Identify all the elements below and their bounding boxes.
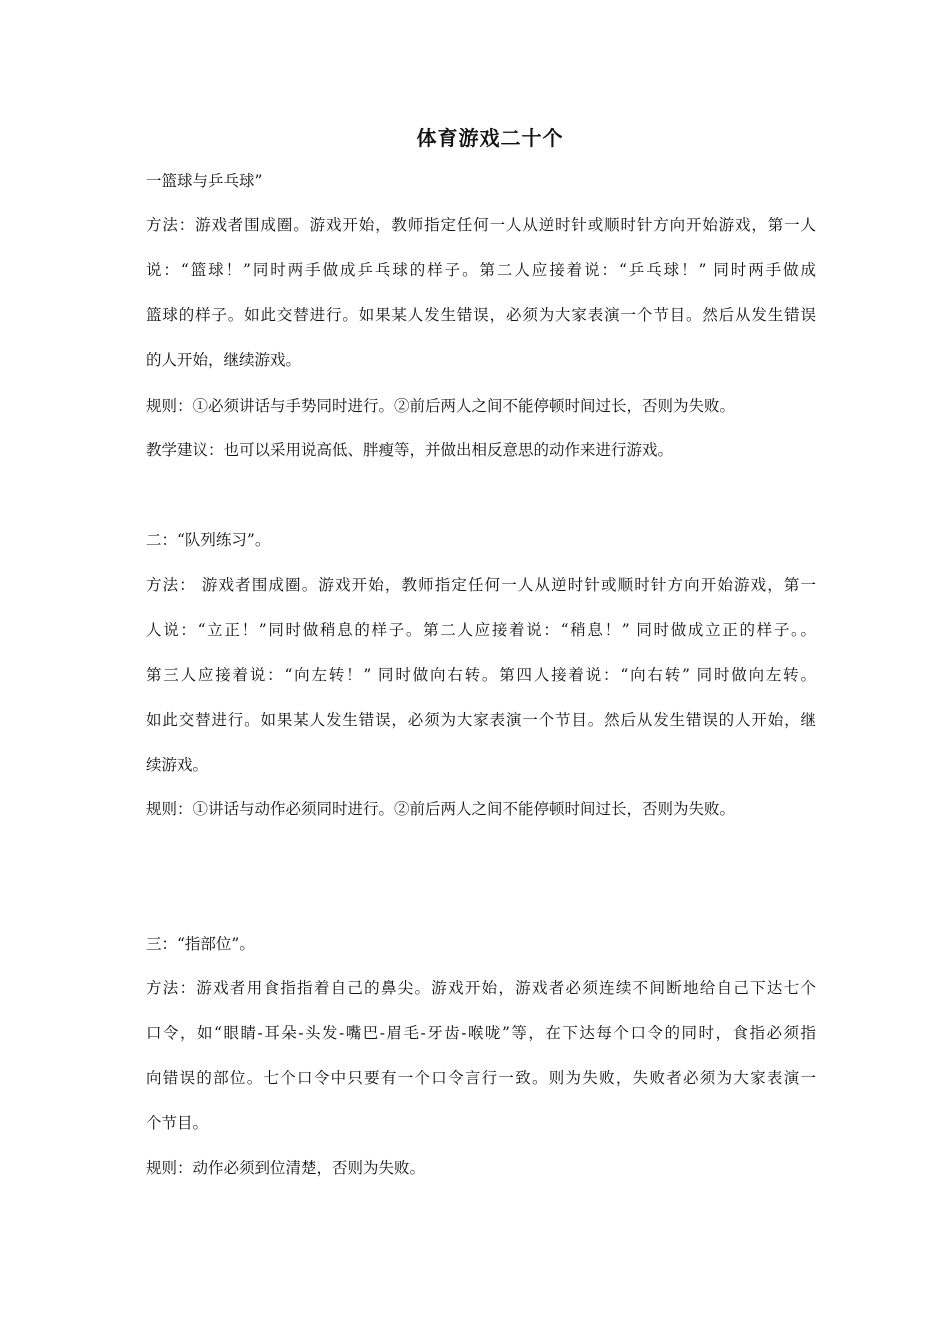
section1-method-line-2: 说：“篮球！”同时两手做成乒乓球的样子。第二人应接着说：“乒乓球！” 同时两手做成 — [146, 261, 816, 279]
section1-rule: 规则：①必须讲话与手势同时进行。②前后两人之间不能停顿时间过长，否则为失败。 — [146, 397, 736, 415]
section1-method-line-3: 篮球的样子。如此交替进行。如果某人发生错误，必须为大家表演一个节目。然后从发生错误 — [146, 306, 816, 324]
section1-suggestion: 教学建议：也可以采用说高低、胖瘦等，并做出相反意思的动作来进行游戏。 — [146, 441, 674, 459]
section3-method-line-4: 个节目。 — [146, 1114, 209, 1132]
section3-heading: 三：“指部位”。 — [146, 935, 255, 953]
section3-method-line-3: 向错误的部位。七个口令中只要有一个口令言行一致。则为失败，失败者必须为大家表演一 — [146, 1069, 816, 1087]
section1-heading: 一篮球与乒乓球” — [146, 172, 263, 190]
section2-rule: 规则：①讲话与动作必须同时进行。②前后两人之间不能停顿时间过长，否则为失败。 — [146, 800, 736, 818]
section1-method-line-4: 的人开始，继续游戏。 — [146, 351, 302, 369]
section2-method-line-5: 续游戏。 — [146, 756, 209, 774]
section1-method-line-1: 方法：游戏者围成圈。游戏开始，教师指定任何一人从逆时针或顺时针方向开始游戏，第一人 — [146, 216, 816, 234]
section2-heading: 二：“队列练习”。 — [146, 531, 271, 549]
section2-method-line-2: 人说：“立正！”同时做稍息的样子。第二人应接着说：“稍息！” 同时做成立正的样子。。 — [146, 621, 816, 639]
section3-method-line-2: 口令，如“眼睛-耳朵-头发-嘴巴-眉毛-牙齿-喉咙”等，在下达每个口令的同时，食指必须指 — [146, 1024, 816, 1042]
section2-method-line-3: 第三人应接着说：“向左转！” 同时做向右转。第四人接着说：“向右转” 同时做向左转。 — [146, 666, 816, 684]
section2-method-line-1: 方法： 游戏者围成圈。游戏开始，教师指定任何一人从逆时针或顺时针方向开始游戏，第一 — [146, 576, 816, 594]
document-title: 体育游戏二十个 — [416, 126, 564, 150]
section3-rule: 规则：动作必须到位清楚，否则为失败。 — [146, 1159, 426, 1177]
section2-method-line-4: 如此交替进行。如果某人发生错误，必须为大家表演一个节目。然后从发生错误的人开始，继 — [146, 711, 816, 729]
section3-method-line-1: 方法：游戏者用食指指着自己的鼻尖。游戏开始，游戏者必须连续不间断地给自己下达七个 — [146, 979, 816, 997]
